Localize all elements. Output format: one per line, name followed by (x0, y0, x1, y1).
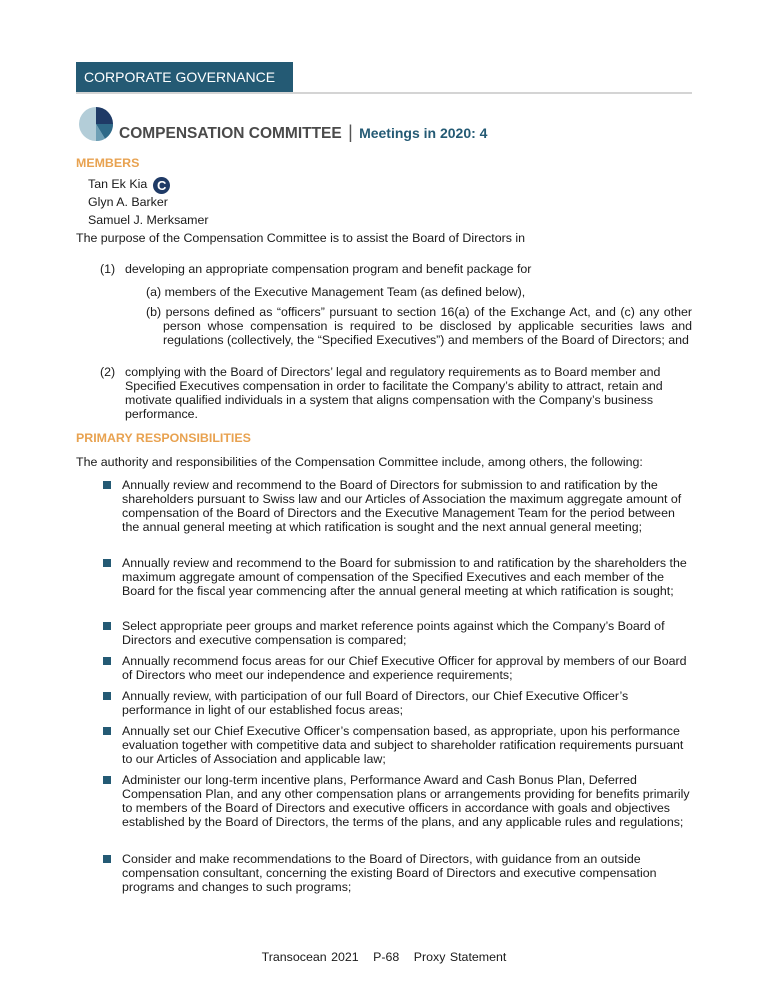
responsibility-item (103, 654, 690, 682)
item-text: Annually review and recommend to the Board of Directors for submission to and ratification by the shareholders pursuant to Swiss law and our Articles of Association the maximum aggregate amount of compensation of the Board of Directors and the Executive Management Team for the period between the annual general meeting at which ratification is sought and the next annual general meeting; (122, 478, 682, 534)
footer-page-number: P-68 (373, 950, 400, 964)
committee-title (119, 122, 487, 144)
footer-company: Transocean 2021 (261, 950, 359, 964)
item-text: Annually review, with participation of our full Board of Directors, our Chief Executive Officer’s performance in light of our established focus areas; (122, 689, 629, 717)
responsibility-item (103, 556, 690, 598)
responsibility-item (103, 689, 690, 717)
bullet-icon (103, 727, 111, 735)
purpose-sub-b: (b) persons defined as “officers” pursuant to section 16(a) of the Exchange Act, and (c) any other person whose compensation is required to be disclosed by applicable securities laws and regulations (collectively, the “Specified Executives”) and members of the Board of Directors; and (146, 305, 692, 347)
responsibilities-intro: The authority and responsibilities of the Compensation Committee include, among others, the following: (76, 455, 643, 469)
purpose-sub-a: (a) members of the Executive Management Team (as defined below), (146, 285, 526, 299)
responsibility-item (103, 852, 690, 894)
members-heading: MEMBERS (76, 156, 140, 170)
pie-chart-icon (78, 106, 114, 142)
member-name: Glyn A. Barker (88, 195, 168, 209)
footer-document: Proxy Statement (413, 950, 507, 964)
item-text: Select appropriate peer groups and market reference points against which the Company’s Board of Directors and executive compensation is compared; (122, 619, 665, 647)
bullet-icon (103, 657, 111, 665)
item-text: Annually set our Chief Executive Officer’s compensation based, as appropriate, upon his performance evaluation together with competitive data and subject to shareholder ratification requirements pursuant to our Articles of Association and applicable law; (122, 724, 684, 766)
purpose-item-1 (100, 262, 531, 276)
item-text: complying with the Board of Directors’ legal and regulatory requirements as to Board member and Specified Executives compensation in order to facilitate the Company’s ability to attract, retain and motivate qualified individuals in a system that aligns compensation with the Company’s business performance. (125, 365, 663, 421)
title-separator: | (348, 122, 353, 142)
bullet-icon (103, 481, 111, 489)
item-number: (1) (100, 262, 116, 276)
member-name: Tan Ek Kia (88, 177, 148, 191)
responsibility-item (103, 773, 690, 829)
purpose-intro: The purpose of the Compensation Committee is to assist the Board of Directors in (76, 231, 526, 245)
responsibility-item (103, 724, 690, 766)
bullet-icon (103, 692, 111, 700)
section-tab: CORPORATE GOVERNANCE (76, 62, 293, 92)
item-text: Administer our long-term incentive plans, Performance Award and Cash Bonus Plan, Deferred Compensation Plan, and any other compensation plans or arrangements providing for benefits primarily to members of the Board of Directors and executive officers in accordance with goals and objectives established by the Board of Directors, the terms of the plans, and any applicable rules and regulations; (122, 773, 690, 829)
item-number: (2) (100, 365, 116, 379)
item-text: Annually review and recommend to the Board for submission to and ratification by the shareholders the maximum aggregate amount of compensation of the Specified Executives and each member of the Board for the fiscal year commencing after the annual general meeting at which ratification is sought; (122, 556, 687, 598)
bullet-icon (103, 776, 111, 784)
member-name: Samuel J. Merksamer (88, 213, 209, 227)
item-text: Consider and make recommendations to the Board of Directors, with guidance from an outside compensation consultant, concerning the existing Board of Directors and executive compensation programs and changes to such programs; (122, 852, 657, 894)
page-footer (0, 950, 768, 964)
purpose-item-2 (100, 365, 680, 421)
committee-name: COMPENSATION COMMITTEE (119, 125, 342, 142)
bullet-icon (103, 559, 111, 567)
chair-badge-icon: C (153, 177, 170, 194)
responsibility-item (103, 619, 690, 647)
responsibilities-heading: PRIMARY RESPONSIBILITIES (76, 431, 251, 445)
meetings-count: Meetings in 2020: 4 (359, 125, 488, 141)
item-text: Annually recommend focus areas for our Chief Executive Officer for approval by members of our Board of Directors who meet our independence and experience requirements; (122, 654, 687, 682)
divider (76, 92, 692, 94)
responsibility-item (103, 478, 690, 534)
item-text: developing an appropriate compensation program and benefit package for (125, 262, 532, 276)
bullet-icon (103, 622, 111, 630)
bullet-icon (103, 855, 111, 863)
member-item (88, 177, 170, 194)
